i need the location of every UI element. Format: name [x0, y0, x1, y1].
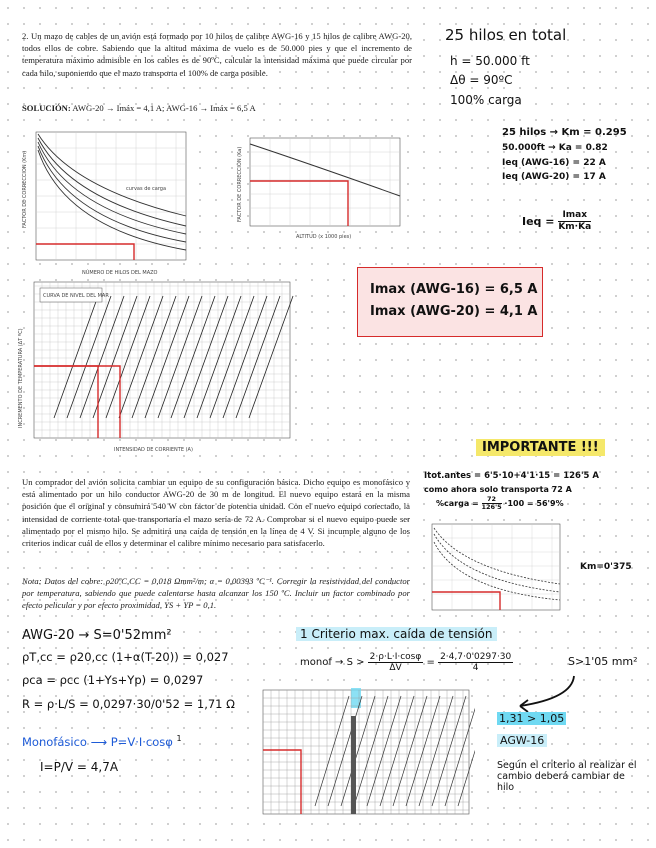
criterion-title: 1 Criterio max. caída de tensión	[296, 627, 497, 641]
criterion-conclusion: Según el criterio al realizar el cambio deberá cambiar de hilo	[497, 760, 637, 793]
load-calc-2: como ahora solo transporta 72 A	[424, 485, 572, 494]
calc-rho-ca: ρca = ρcc (1+Ys+Yp) = 0,0297	[22, 673, 204, 687]
ka-xlabel: ALTITUD (x 1000 pies)	[296, 234, 352, 240]
temp-xlabel: INTENSIDAD DE CORRIENTE (A)	[114, 447, 193, 453]
conductor-chart	[255, 686, 475, 822]
factor-ieq16: Ieq (AWG-16) = 22 A	[502, 158, 606, 168]
factor-km: 25 hilos → Km = 0.295	[502, 127, 627, 138]
temp-ylabel: INCREMENTO DE TEMPERATURA (ΔT ºC)	[18, 328, 24, 428]
givens-load: 100% carga	[450, 93, 522, 107]
load-calc-1: Itot.antes = 6'5·10+4'1·15 = 126'5 A	[424, 471, 600, 481]
calc-mono: Monofásico ⟶ P=V·I·cosφ $^1$	[22, 734, 182, 749]
problem-text: Un mazo de cables de un avión está formado por 10 hilos de calibre AWG-16 y 15 hilos de calibre AWG-20, todos ellos de cobre. Sabiendo que la altitud máxima de vuelo es de 50.000 pies y que el incremento de temperatura máximo admisible en los cables es de 90ºC, calcular la intensidad máxima que puede circular por cada hilo, suponiendo que el mazo transporta el 100% de carga posible.	[22, 31, 412, 78]
result-awg16: Imax (AWG-16) = 6,5 A	[370, 282, 538, 297]
givens-total: 25 hilos en total	[445, 26, 567, 44]
svg-text:curvas de carga: curvas de carga	[126, 186, 167, 192]
part2-statement: Un comprador del avión solicita cambiar un equipo de su configuración básica. Dicho equipo es monofásico y está alimentado por un hilo conductor AWG-20 de 30 m de longitud. El nuevo equipo estará en la misma posición que el original y consumirá 540 W con factor de potencia unidad. Con el nuevo equipo conectado, la intensidad de corriente total que transportaría el mazo sería de 72 A. Comprobar si el nuevo equipo puede ser alimentado por el mismo hilo. Se admitirá una caída de tensión en la línea de 4 V. Si incumple alguno de los criterios indicar cuál de ellos y determinar el calibre mínimo necesario para satisfacerlo.	[22, 477, 410, 549]
criterion-result: S>1'05 mm²	[568, 655, 638, 668]
solution-line	[22, 102, 412, 114]
km-chart	[22, 128, 230, 280]
result-box	[357, 267, 543, 337]
part2-note: Nota: Datos del cobre: ρ20ºC,CC = 0,018 Ωmm²/m; α = 0,00393 ºC⁻¹. Corregir la resistividad del conductor por temperatura, sabiendo que puede calentarse hasta alcanzar los 150 ºC. Incluir un factor combinado por efecto pelicular y por efecto proximidad, YS + YP = 0,1.	[22, 576, 410, 611]
calc-r: R = ρ·L/S = 0,0297·30/0'52 = 1,71 Ω	[22, 697, 235, 711]
calc-i: I=P/V = 4,7A	[40, 760, 119, 774]
criterion-compare: 1,31 > 1,05	[499, 712, 565, 725]
ieq-formula: Ieq = Imax Km·Ka	[522, 210, 592, 232]
ka-chart	[236, 134, 408, 246]
km-new: Km=0'375	[580, 562, 632, 572]
givens-delta-theta: Δθ = 90ºC	[450, 73, 513, 87]
temp-chart	[14, 278, 296, 456]
temp-legend: CURVA DE NIVEL DEL MAR	[43, 293, 109, 299]
km-ylabel: FACTOR DE CORRECCIÓN (Km)	[22, 150, 28, 228]
solution-label: SOLUCIÓN:	[22, 103, 71, 113]
problem-number: 2.	[22, 31, 29, 41]
calc-awg: AWG-20 → S=0'52mm²	[22, 628, 172, 643]
load-chart	[426, 520, 564, 614]
km-xlabel: NÚMERO DE HILOS DEL MAZO	[82, 270, 158, 276]
calc-rho-t: ρT,cc = ρ20,cc (1+α(T-20)) = 0,027	[22, 650, 229, 664]
criterion-awg-new: AGW-16	[497, 734, 547, 747]
factor-ka: 50.000ft → Ka = 0.82	[502, 143, 608, 153]
ka-ylabel: FACTOR DE CORRECCIÓN (Ka)	[237, 146, 243, 222]
givens-altitude: h = 50.000 ft	[450, 54, 530, 68]
problem-statement	[22, 30, 412, 79]
important-label: IMPORTANTE !!!	[476, 439, 605, 456]
criterion-formula: monof → S > $\frac{2\cdot\rho\cdot L\cdot I\cdot\cos\varphi}{\Delta V}$ = $\frac{2\cdot 4,7\cdot 0'0297\cdot 30}{4}$	[300, 652, 512, 673]
result-awg20: Imax (AWG-20) = 4,1 A	[370, 304, 538, 319]
solution-text: AWG-20 → Imáx = 4,1 A; AWG-16 → Imáx = 6,5 A	[72, 103, 256, 113]
load-calc-3: %carga = $\frac{72}{126'5}$ ·100 = 56'9%	[436, 495, 564, 511]
factor-ieq20: Ieq (AWG-20) = 17 A	[502, 172, 606, 182]
arrow-icon	[510, 672, 580, 716]
